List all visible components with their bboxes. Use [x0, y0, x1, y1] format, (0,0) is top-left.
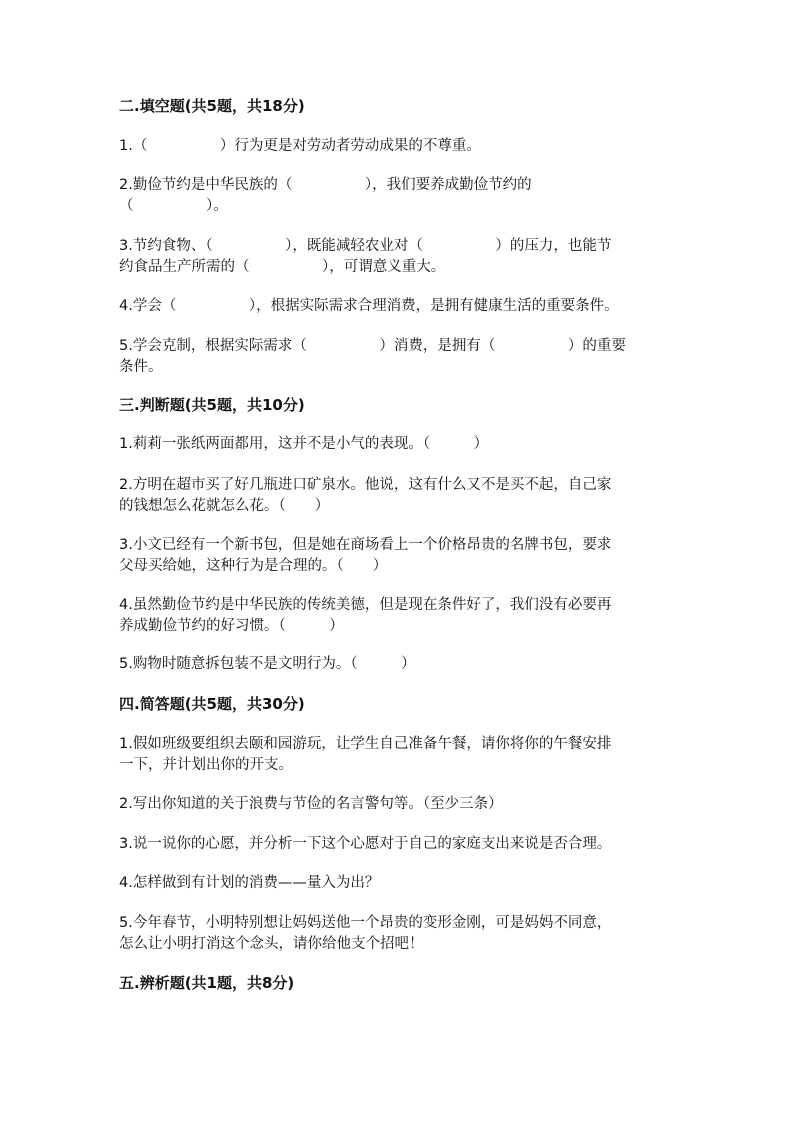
short-answer-question-4: 4.怎样做到有计划的消费——量入为出？ [119, 875, 380, 891]
section-heading-short-answer: 四.简答题(共5题，共30分) [119, 695, 305, 713]
short-answer-question-3: 3.说一说你的心愿，并分析一下这个心愿对于自己的家庭支出来说是否合理。 [119, 836, 612, 852]
judge-question-3: 3.小文已经有一个新书包，但是她在商场看上一个价格昂贵的名牌书包，要求 父母买给她，这种行为是合理的。（ ） [119, 537, 612, 574]
fill-blank-question-1: 1.（ ）行为更是对劳动者劳动成果的不尊重。 [119, 138, 481, 154]
short-answer-question-1: 1.假如班级要组织去颐和园游玩，让学生自己准备午餐，请你将你的午餐安排 一下，并计划出你的开支。 [119, 736, 612, 773]
judge-question-5: 5.购物时随意拆包装不是文明行为。（ ） [119, 656, 416, 672]
fill-blank-question-3: 3.节约食物、（ ），既能减轻农业对（ ）的压力，也能节 约食品生产所需的（ ），可谓意义重大。 [119, 238, 612, 275]
section-heading-fill-blank: 二.填空题(共5题，共18分) [119, 97, 305, 115]
judge-question-1: 1.莉莉一张纸两面都用，这并不是小气的表现。（ ） [119, 436, 489, 452]
section-heading-analysis: 五.辨析题(共1题，共8分) [119, 974, 295, 992]
short-answer-question-2: 2.写出你知道的关于浪费与节俭的名言警句等。（至少三条） [119, 796, 503, 812]
section-heading-judge: 三.判断题(共5题，共10分) [119, 396, 305, 414]
fill-blank-question-2: 2.勤俭节约是中华民族的（ ），我们要养成勤俭节约的 （ ）。 [119, 177, 532, 214]
short-answer-question-5: 5.今年春节，小明特别想让妈妈送他一个昂贵的变形金刚，可是妈妈不同意， 怎么让小明打消这个念头，请你给他支个招吧！ [119, 915, 612, 952]
fill-blank-question-4: 4.学会（ ），根据实际需求合理消费，是拥有健康生活的重要条件。 [119, 298, 619, 314]
judge-question-2: 2.方明在超市买了好几瓶进口矿泉水。他说，这有什么又不是买不起，自己家 的钱想怎么花就怎么花。（ ） [119, 477, 612, 514]
judge-question-4: 4.虽然勤俭节约是中华民族的传统美德，但是现在条件好了，我们没有必要再 养成勤俭节约的好习惯。（ ） [119, 597, 612, 634]
fill-blank-question-5: 5.学会克制，根据实际需求（ ）消费，是拥有（ ）的重要 条件。 [119, 338, 626, 375]
